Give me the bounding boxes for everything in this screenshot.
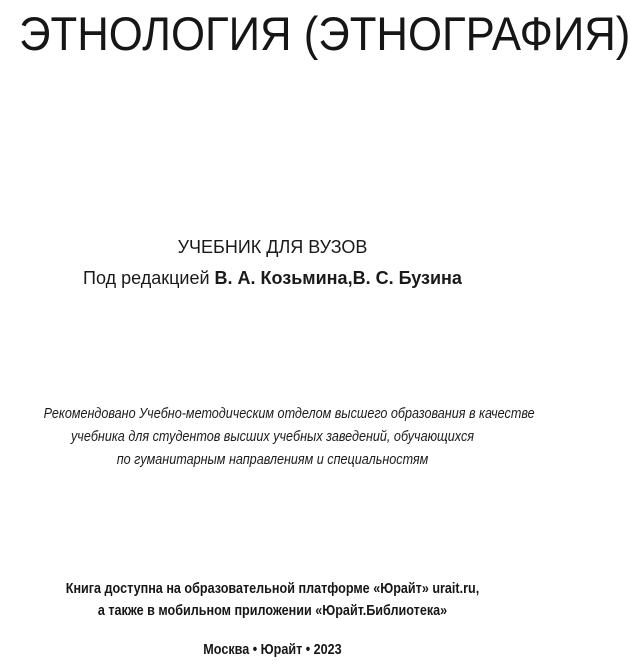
- book-title: ЭТНОЛОГИЯ (ЭТНОГРАФИЯ): [19, 7, 630, 60]
- availability-line: а также в мобильном приложении «Юрайт.Библиотека»: [97, 602, 448, 619]
- editors-names: В. А. Козьмина,В. С. Бузина: [214, 268, 462, 288]
- availability-block: [0, 578, 545, 622]
- availability-line: Книга доступна на образовательной платформе «Юрайт» urait.ru,: [65, 580, 480, 597]
- recommendation-block: [0, 402, 545, 471]
- editors-line: [0, 266, 545, 290]
- publisher-imprint: Москва • Юрайт • 2023: [203, 641, 342, 658]
- recommendation-line: Рекомендовано Учебно-методическим отделом высшего образования в качестве: [43, 405, 535, 422]
- recommendation-line: по гуманитарным направлениям и специальностям: [116, 451, 429, 468]
- book-subtitle: УЧЕБНИК ДЛЯ ВУЗОВ: [177, 237, 368, 257]
- recommendation-line: учебника для студентов высших учебных заведений, обучающихся: [71, 428, 474, 445]
- editors-prefix: Под редакцией: [83, 268, 215, 288]
